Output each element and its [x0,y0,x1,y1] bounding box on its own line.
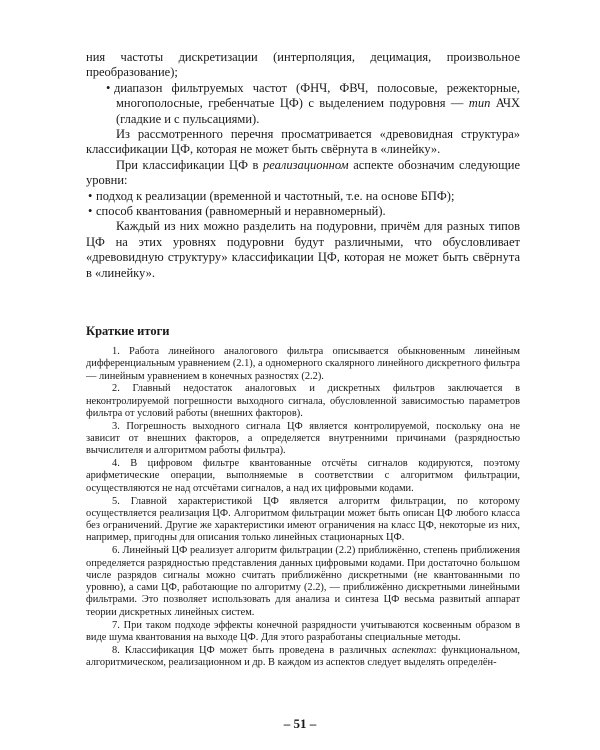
paragraph-sublevels: Каждый из них можно разделить на подуровни, причём для разных типов ЦФ на этих уровнях подуровни будут различными, что обусловливает «древовидную структуру» классификации ЦФ, которая не может быть свёрнута в «линейку». [86,219,520,280]
top-text-block [86,50,520,281]
bullet-icon: • [88,204,93,219]
summary-item: 7. При таком подходе эффекты конечной разрядности учитываются косвенным образом в виде шума квантования на выходе ЦФ. Для этого разработаны специальные методы. [86,619,520,643]
summary-list [86,346,520,670]
summary-item: 4. В цифровом фильтре квантованные отсчёты сигналов кодируются, поэтому арифметические операции, выполняемые в соответствии с алгоритмом фильтрации, осуществляются не над отсчётами сигналов, а над их цифровыми кодами. [86,458,520,494]
bullet-icon: • [88,188,93,203]
bullet-icon: • [106,80,111,95]
summary-item: 1. Работа линейного аналогового фильтра описывается обыкновенным линейным дифференциальным уравнением (2.1), а одномерного скалярного линейного дискретного фильтра — линейным уравнением в конечных разностях (2.2). [86,346,520,382]
paragraph-tree-structure: Из рассмотренного перечня просматривается «древовидная структура» классификации ЦФ, которая не может быть свёрнута в «линейку». [86,127,520,157]
summary-item: 6. Линейный ЦФ реализует алгоритм фильтрации (2.2) приближённо, степень приближения определяется разрядностью представления данных цифровыми кодами. При достаточно большом числе разрядов сигналы можно считать приближённо дискретными (не квантованными по уровню), а сами ЦФ, работающие по алгоритму (2.2), — приближённо дискретными линейными фильтрами. Это позволяет использовать для анализа и синтеза ЦФ весьма развитый аппарат теории дискретных линейных систем. [86,545,520,618]
summary-item: 2. Главный недостаток аналоговых и дискретных фильтров заключается в неконтролируемой погрешности выходного сигнала, обусловленной зависимостью параметров фильтра от условий работы (внешних факторов). [86,383,520,419]
bullet-item-approach: • подход к реализации (временной и частотный, т.е. на основе БПФ); [88,188,455,203]
paragraph-implementation-aspect: При классификации ЦФ в реализационном аспекте обозначим следующие уровни: [86,157,520,188]
page-number: – 51 – [283,716,317,731]
paragraph-continued: ния частоты дискретизации (интерполяция, децимация, произвольное преобразование); [86,50,520,80]
bullet-item-quantization: • способ квантования (равномерный и неравномерный). [88,204,386,219]
summary-item: 8. Классификация ЦФ может быть проведена в различных аспектах: функциональном, алгоритмическом, реализационном и др. В каждом из аспектов следует выделять определён- [86,644,520,668]
summary-item: 3. Погрешность выходного сигнала ЦФ является контролируемой, поскольку она не зависит от внешних факторов, а определяется внутренними причинами (разрядностью вычислителя и алгоритмом работы фильтра). [86,420,520,457]
bullet-item-frequency-range: • диапазон фильтруемых частот (ФНЧ, ФВЧ, полосовые, режекторные, многополосные, гребенчатые ЦФ) с выделением подуровня — тип АЧХ (гладкие и с пульсациями). [106,80,520,126]
section-title: Краткие итоги [86,324,170,338]
summary-item: 5. Главной характеристикой ЦФ является алгоритм фильтрации, по которому осуществляется реализация ЦФ. Алгоритмом фильтрации может быть описан ЦФ любого класса без ограничений. Другие же характеристики имеют ограничения на класс ЦФ, некоторые из них, например, пригодны для описания только линейных стационарных ЦФ. [86,495,520,544]
